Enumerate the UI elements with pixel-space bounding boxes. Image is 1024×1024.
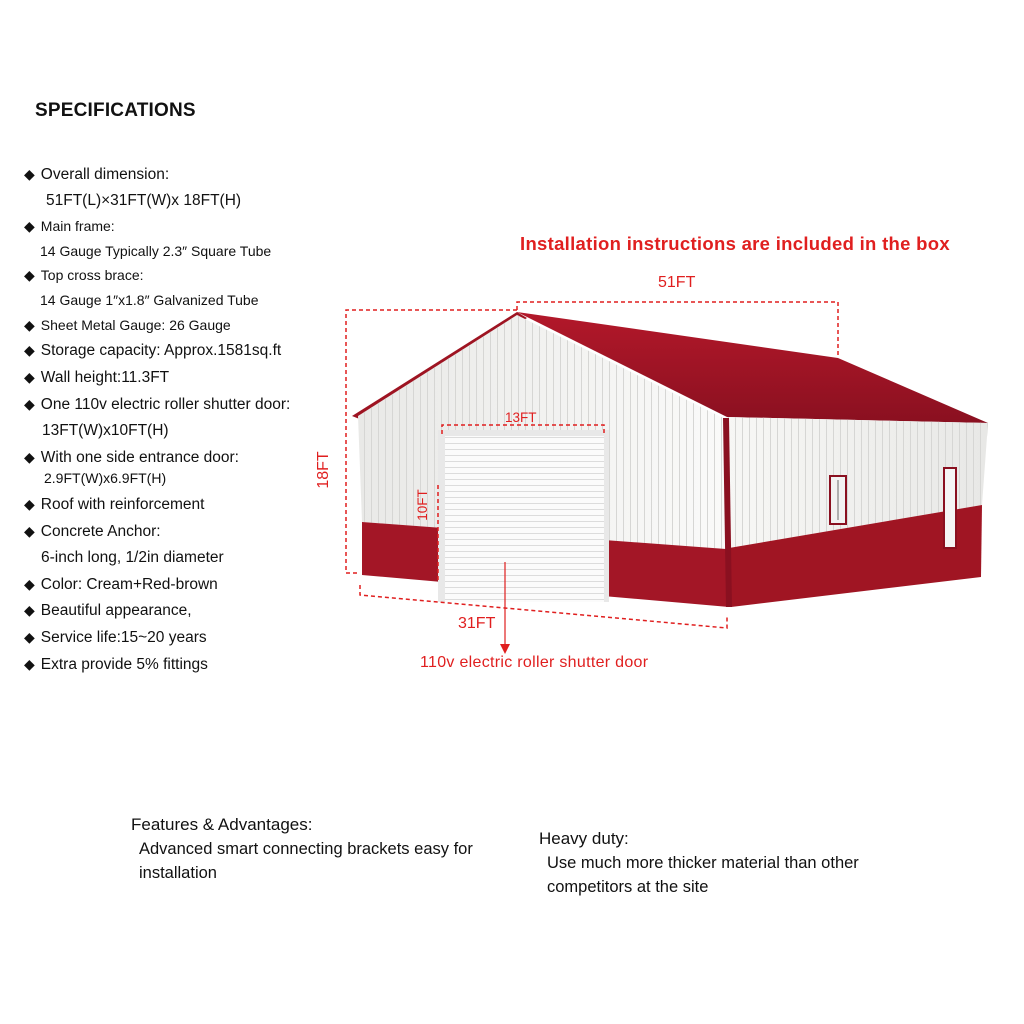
roller-shutter-door xyxy=(445,436,604,602)
spec-label: Extra provide 5% fittings xyxy=(40,656,208,673)
corner-trim xyxy=(726,418,729,607)
diamond-bullet-icon: ◆ xyxy=(24,317,35,333)
diamond-bullet-icon: ◆ xyxy=(24,342,35,358)
spec-label: Main frame: xyxy=(40,218,115,234)
spec-label: Wall height:11.3FT xyxy=(40,369,170,386)
diamond-bullet-icon: ◆ xyxy=(24,449,35,465)
spec-label: Storage capacity: Approx.1581sq.ft xyxy=(40,342,282,359)
spec-label: Concrete Anchor: xyxy=(40,523,161,540)
spec-label: Beautiful appearance, xyxy=(40,602,192,619)
diamond-bullet-icon: ◆ xyxy=(24,629,35,645)
diamond-bullet-icon: ◆ xyxy=(24,218,35,234)
diamond-bullet-icon: ◆ xyxy=(24,369,35,385)
length-dimension-label: 51FT xyxy=(658,274,696,291)
width-dimension-label: 31FT xyxy=(458,615,496,632)
door-width-label: 13FT xyxy=(505,410,537,425)
diamond-bullet-icon: ◆ xyxy=(24,396,35,412)
spec-label: Sheet Metal Gauge: 26 Gauge xyxy=(40,317,231,333)
diamond-bullet-icon: ◆ xyxy=(24,576,35,592)
diamond-bullet-icon: ◆ xyxy=(24,267,35,283)
door-height-label: 10FT xyxy=(415,489,430,521)
diamond-bullet-icon: ◆ xyxy=(24,602,35,618)
spec-value: 51FT(L)×31FT(W)x 18FT(H) xyxy=(46,192,242,209)
spec-value: 2.9FT(W)x6.9FT(H) xyxy=(44,470,167,486)
spec-label: Color: Cream+Red-brown xyxy=(40,576,218,593)
spec-value: 14 Gauge 1″x1.8″ Galvanized Tube xyxy=(40,292,259,308)
spec-label: Service life:15~20 years xyxy=(40,629,207,646)
diamond-bullet-icon: ◆ xyxy=(24,523,35,539)
spec-value: 14 Gauge Typically 2.3″ Square Tube xyxy=(40,243,272,259)
spec-label: One 110v electric roller shutter door: xyxy=(40,396,291,413)
diamond-bullet-icon: ◆ xyxy=(24,496,35,512)
feature-title: Features & Advantages: xyxy=(131,815,313,834)
side-entrance-door xyxy=(944,468,956,548)
diamond-bullet-icon: ◆ xyxy=(24,166,35,182)
spec-label: Top cross brace: xyxy=(40,267,144,283)
spec-value: 6-inch long, 1/2in diameter xyxy=(41,549,224,566)
spec-label: Roof with reinforcement xyxy=(40,496,205,513)
page-title: SPECIFICATIONS xyxy=(35,100,196,121)
spec-label: With one side entrance door: xyxy=(40,449,239,466)
spec-value: 13FT(W)x10FT(H) xyxy=(42,422,169,439)
feature-text: Advanced smart connecting brackets easy for installation xyxy=(139,840,473,882)
door-callout-label: 110v electric roller shutter door xyxy=(420,654,649,671)
feature-text: Use much more thicker material than other competitors at the site xyxy=(547,854,859,896)
feature-title: Heavy duty: xyxy=(539,829,629,848)
spec-label: Overall dimension: xyxy=(40,166,170,183)
diamond-bullet-icon: ◆ xyxy=(24,656,35,672)
install-note: Installation instructions are included in the box xyxy=(520,233,950,254)
height-dimension-label: 18FT xyxy=(315,451,332,489)
door-arrow-head-icon xyxy=(500,644,510,654)
